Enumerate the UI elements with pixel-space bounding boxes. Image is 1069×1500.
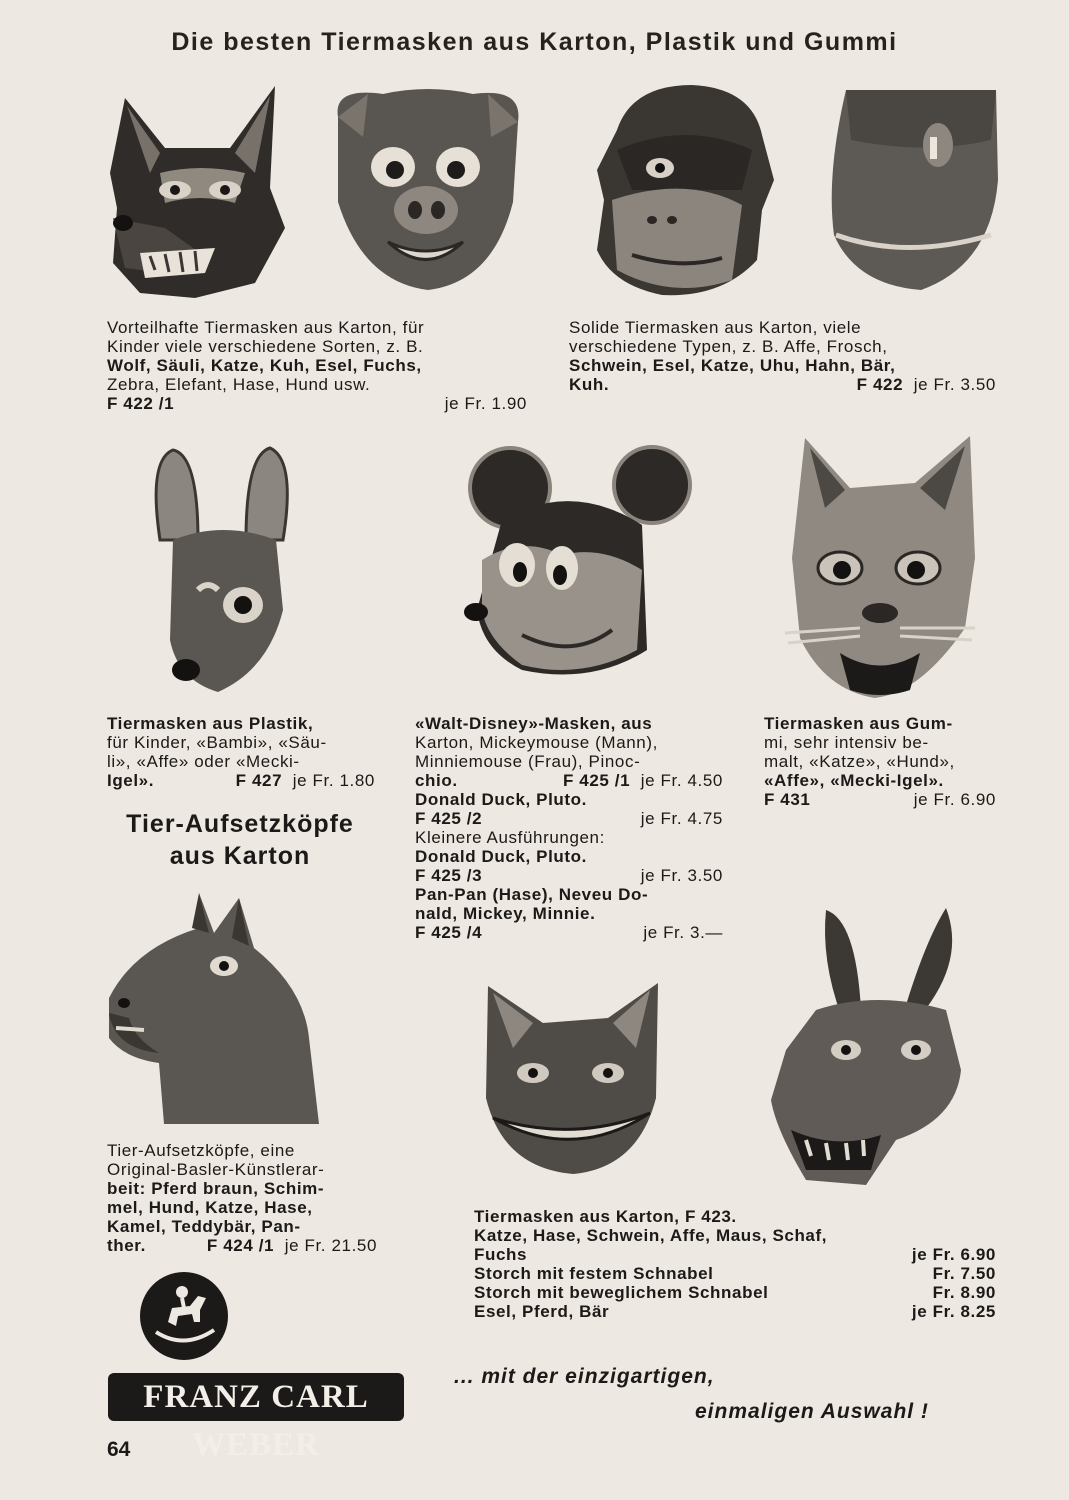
product-line: Donald Duck, Pluto. bbox=[415, 847, 587, 866]
article-code: F 431 bbox=[764, 790, 811, 809]
product-text-f422 bbox=[569, 318, 996, 394]
product-line: Kinder viele verschiedene Sorten, z. B. bbox=[107, 337, 424, 356]
brand-logo-text: FRANZ CARL WEBER bbox=[108, 1373, 404, 1421]
price: Fr. 8.90 bbox=[932, 1283, 996, 1302]
price: je Fr. 6.90 bbox=[911, 1245, 996, 1264]
product-line: nald, Mickey, Minnie. bbox=[415, 904, 596, 923]
product-line: Tier-Aufsetzköpfe, eine bbox=[107, 1141, 295, 1160]
horse-head-image bbox=[104, 888, 326, 1124]
product-line: Storch mit beweglichem Schnabel bbox=[474, 1283, 769, 1302]
product-line: mel, Hund, Katze, Hase, bbox=[107, 1198, 313, 1217]
donkey-mask-image bbox=[766, 900, 972, 1190]
product-line: Fuchs bbox=[474, 1245, 528, 1264]
price: je Fr. 8.25 bbox=[911, 1302, 996, 1321]
product-line: Schwein, Esel, Katze, Uhu, Hahn, Bär, bbox=[569, 356, 896, 375]
pig-mask-image bbox=[323, 82, 530, 294]
monkey-mask-image bbox=[592, 80, 777, 302]
product-text-f431 bbox=[764, 714, 996, 809]
product-line: «Walt-Disney»-Masken, aus bbox=[415, 714, 653, 733]
article-code: F 427 bbox=[235, 771, 283, 790]
product-line: Pan-Pan (Hase), Neveu Do- bbox=[415, 885, 649, 904]
product-text-f423 bbox=[474, 1207, 996, 1321]
product-line: «Affe», «Mecki-Igel». bbox=[764, 771, 944, 790]
product-line: chio. bbox=[415, 771, 458, 790]
product-text-f424 bbox=[107, 1141, 377, 1255]
cat-rubber-mask-image bbox=[780, 428, 980, 703]
product-line: ther. bbox=[107, 1236, 146, 1255]
product-line: Kamel, Teddybär, Pan- bbox=[107, 1217, 301, 1236]
article-code: F 425 /4 bbox=[415, 923, 483, 942]
mickey-mouse-mask-image bbox=[462, 440, 694, 688]
product-line: Vorteilhafte Tiermasken aus Karton, für bbox=[107, 318, 425, 337]
product-line: für Kinder, «Bambi», «Säu- bbox=[107, 733, 327, 752]
price: Fr. 7.50 bbox=[932, 1264, 996, 1283]
product-line: mi, sehr intensiv be- bbox=[764, 733, 929, 752]
price: je Fr. 3.50 bbox=[913, 375, 996, 394]
product-line: Original-Basler-Künstlerar- bbox=[107, 1160, 325, 1179]
price: je Fr. 3.— bbox=[643, 923, 723, 942]
product-line: Zebra, Elefant, Hase, Hund usw. bbox=[107, 375, 371, 394]
frog-mask-image bbox=[826, 85, 1002, 295]
wolf-mask-image bbox=[105, 78, 290, 300]
article-code: F 425 /2 bbox=[415, 809, 483, 828]
bambi-mask-image bbox=[148, 440, 296, 698]
page-title: Die besten Tiermasken aus Karton, Plastik und Gummi bbox=[171, 28, 898, 56]
product-line: Minniemouse (Frau), Pinoc- bbox=[415, 752, 641, 771]
price: je Fr. 1.80 bbox=[292, 771, 375, 790]
product-line: Tiermasken aus Karton, F 423. bbox=[474, 1207, 737, 1226]
slogan-line-1: ... mit der einzigartigen, bbox=[454, 1365, 715, 1388]
price: je Fr. 3.50 bbox=[640, 866, 723, 885]
article-code: F 425 /1 bbox=[562, 771, 631, 790]
heading-line: Tier-Aufsetzköpfe bbox=[126, 810, 354, 838]
product-line: Esel, Pferd, Bär bbox=[474, 1302, 610, 1321]
page-number: 64 bbox=[107, 1438, 131, 1461]
price: je Fr. 4.50 bbox=[640, 771, 723, 790]
price: je Fr. 1.90 bbox=[444, 394, 527, 413]
product-line: Tiermasken aus Gum- bbox=[764, 714, 953, 733]
product-line: Wolf, Säuli, Katze, Kuh, Esel, Fuchs, bbox=[107, 356, 422, 375]
article-code: F 425 /3 bbox=[415, 866, 483, 885]
product-line: Igel». bbox=[107, 771, 155, 790]
product-line: verschiedene Typen, z. B. Affe, Frosch, bbox=[569, 337, 888, 356]
cat-cardboard-mask-image bbox=[478, 978, 664, 1178]
product-line: Tiermasken aus Plastik, bbox=[107, 714, 314, 733]
product-line: Storch mit festem Schnabel bbox=[474, 1264, 714, 1283]
product-line: Kuh. bbox=[569, 375, 610, 394]
product-line: Donald Duck, Pluto. bbox=[415, 790, 587, 809]
section-heading-aufsetzkoepfe bbox=[100, 808, 380, 872]
product-line: li», «Affe» oder «Mecki- bbox=[107, 752, 300, 771]
article-code: F 424 /1 bbox=[206, 1236, 275, 1255]
product-line: Katze, Hase, Schwein, Affe, Maus, Schaf, bbox=[474, 1226, 828, 1245]
article-code: F 422 bbox=[856, 375, 904, 394]
price: je Fr. 6.90 bbox=[913, 790, 996, 809]
product-line: malt, «Katze», «Hund», bbox=[764, 752, 955, 771]
product-text-f422-1 bbox=[107, 318, 529, 413]
price: je Fr. 21.50 bbox=[284, 1236, 377, 1255]
product-text-f427 bbox=[107, 714, 375, 790]
price: je Fr. 4.75 bbox=[640, 809, 723, 828]
product-line: Karton, Mickeymouse (Mann), bbox=[415, 733, 658, 752]
product-line: Kleinere Ausführungen: bbox=[415, 828, 605, 847]
heading-line: aus Karton bbox=[169, 842, 311, 870]
product-line: beit: Pferd braun, Schim- bbox=[107, 1179, 325, 1198]
rocking-horse-logo bbox=[138, 1270, 230, 1362]
article-code: F 422 /1 bbox=[107, 394, 175, 413]
product-text-f425 bbox=[415, 714, 723, 942]
slogan-line-2: einmaligen Auswahl ! bbox=[695, 1400, 929, 1423]
product-line: Solide Tiermasken aus Karton, viele bbox=[569, 318, 862, 337]
